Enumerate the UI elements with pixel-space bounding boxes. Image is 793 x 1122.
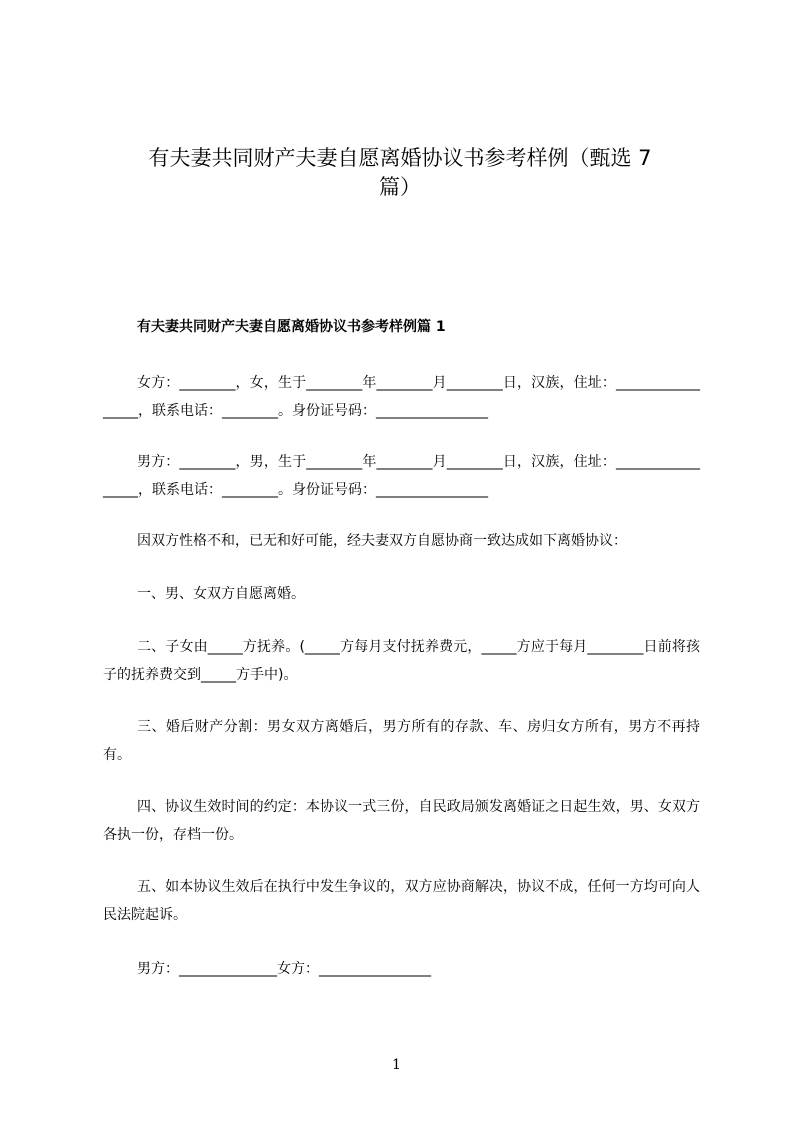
- paragraph-male-party: 男方：________，男，生于________年________月________日，汉族，住址：_________________，联系电话：________。身份证号码：________________: [103, 454, 700, 498]
- document-title-line-2: 篇）: [379, 175, 421, 199]
- paragraph-clause-3: 三、婚后财产分割：男女双方离婚后，男方所有的存款、车、房归女方所有，男方不再持有。: [103, 719, 700, 763]
- paragraph-clause-5: 五、如本协议生效后在执行中发生争议的，双方应协商解决，协议不成，任何一方均可向人民法院起诉。: [103, 879, 700, 923]
- paragraph-clause-4: 四、协议生效时间的约定：本协议一式三份，自民政局颁发离婚证之日起生效，男、女双方各执一份，存档一份。: [103, 799, 700, 843]
- paragraph-clause-2: 二、子女由_____方抚养。(_____方每月支付抚养费元，_____方应于每月________日前将孩子的抚养费交到_____方手中)。: [103, 639, 700, 683]
- paragraph-clause-1: 一、男、女双方自愿离婚。: [137, 586, 305, 602]
- document-title: [100, 144, 700, 202]
- paragraph-female-party: 女方：________，女，生于________年________月________日，汉族，住址：_________________，联系电话：________。身份证号码：________________: [103, 375, 700, 419]
- document-title-line-1: 有夫妻共同财产夫妻自愿离婚协议书参考样例（甄选 7: [148, 146, 652, 170]
- page-number: 1: [392, 1057, 401, 1073]
- signature-line: 男方：______________女方：________________: [137, 961, 431, 977]
- section-title: 有夫妻共同财产夫妻自愿离婚协议书参考样例篇 1: [137, 319, 446, 335]
- paragraph-preamble: 因双方性格不和，已无和好可能，经夫妻双方自愿协商一致达成如下离婚协议：: [137, 533, 627, 549]
